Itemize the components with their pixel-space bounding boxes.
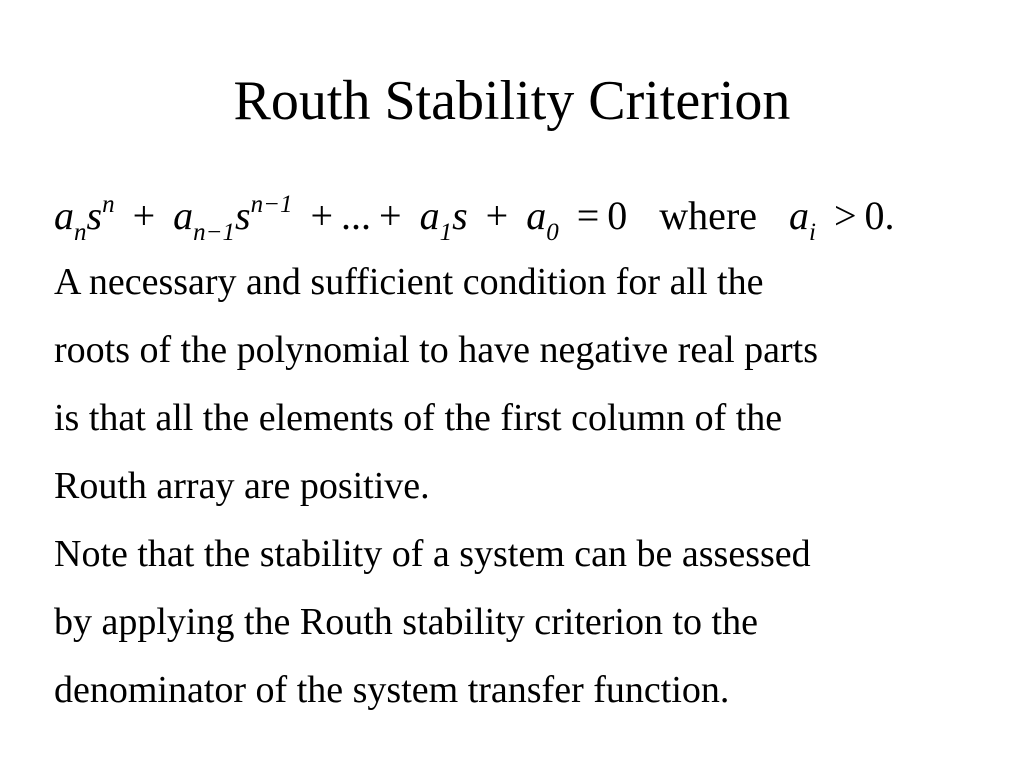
zero-period: 0.: [864, 193, 895, 238]
plus-sign: +: [379, 193, 402, 238]
ellipsis: ...: [341, 193, 372, 238]
plus-sign: +: [485, 193, 509, 238]
variable-s-n-1: $s^{n-1}$: [235, 191, 293, 238]
coefficient-an-1: $a_{n-1}$: [173, 193, 236, 246]
coefficient-an: $a_n$: [54, 193, 87, 246]
text-line: roots of the polynomial to have negative real parts: [54, 329, 818, 371]
where-word: where: [659, 193, 758, 238]
characteristic-equation: [54, 186, 895, 246]
plus-sign: +: [310, 193, 334, 238]
greater-than-sign: >: [833, 193, 857, 238]
coefficient-a0: $a_0$: [526, 193, 559, 246]
condition-paragraph: [54, 248, 818, 520]
coefficient-ai: $a_i$: [789, 193, 816, 246]
text-line: denominator of the system transfer function.: [54, 669, 730, 711]
coefficient-a1: $a_1$: [419, 193, 453, 246]
text-line: is that all the elements of the first column of the: [54, 397, 783, 439]
variable-s: s: [452, 193, 468, 238]
equals-sign: =: [576, 193, 600, 238]
note-paragraph: [54, 520, 811, 724]
text-line: A necessary and sufficient condition for all the: [54, 261, 764, 303]
plus-sign: +: [132, 193, 156, 238]
variable-s-n: $s^n$: [86, 191, 115, 238]
text-line: by applying the Routh stability criterion to the: [54, 601, 758, 643]
zero: 0: [607, 193, 628, 238]
slide-title: Routh Stability Criterion: [233, 70, 791, 132]
text-line: Note that the stability of a system can be assessed: [54, 533, 811, 575]
text-line: Routh array are positive.: [54, 465, 430, 507]
